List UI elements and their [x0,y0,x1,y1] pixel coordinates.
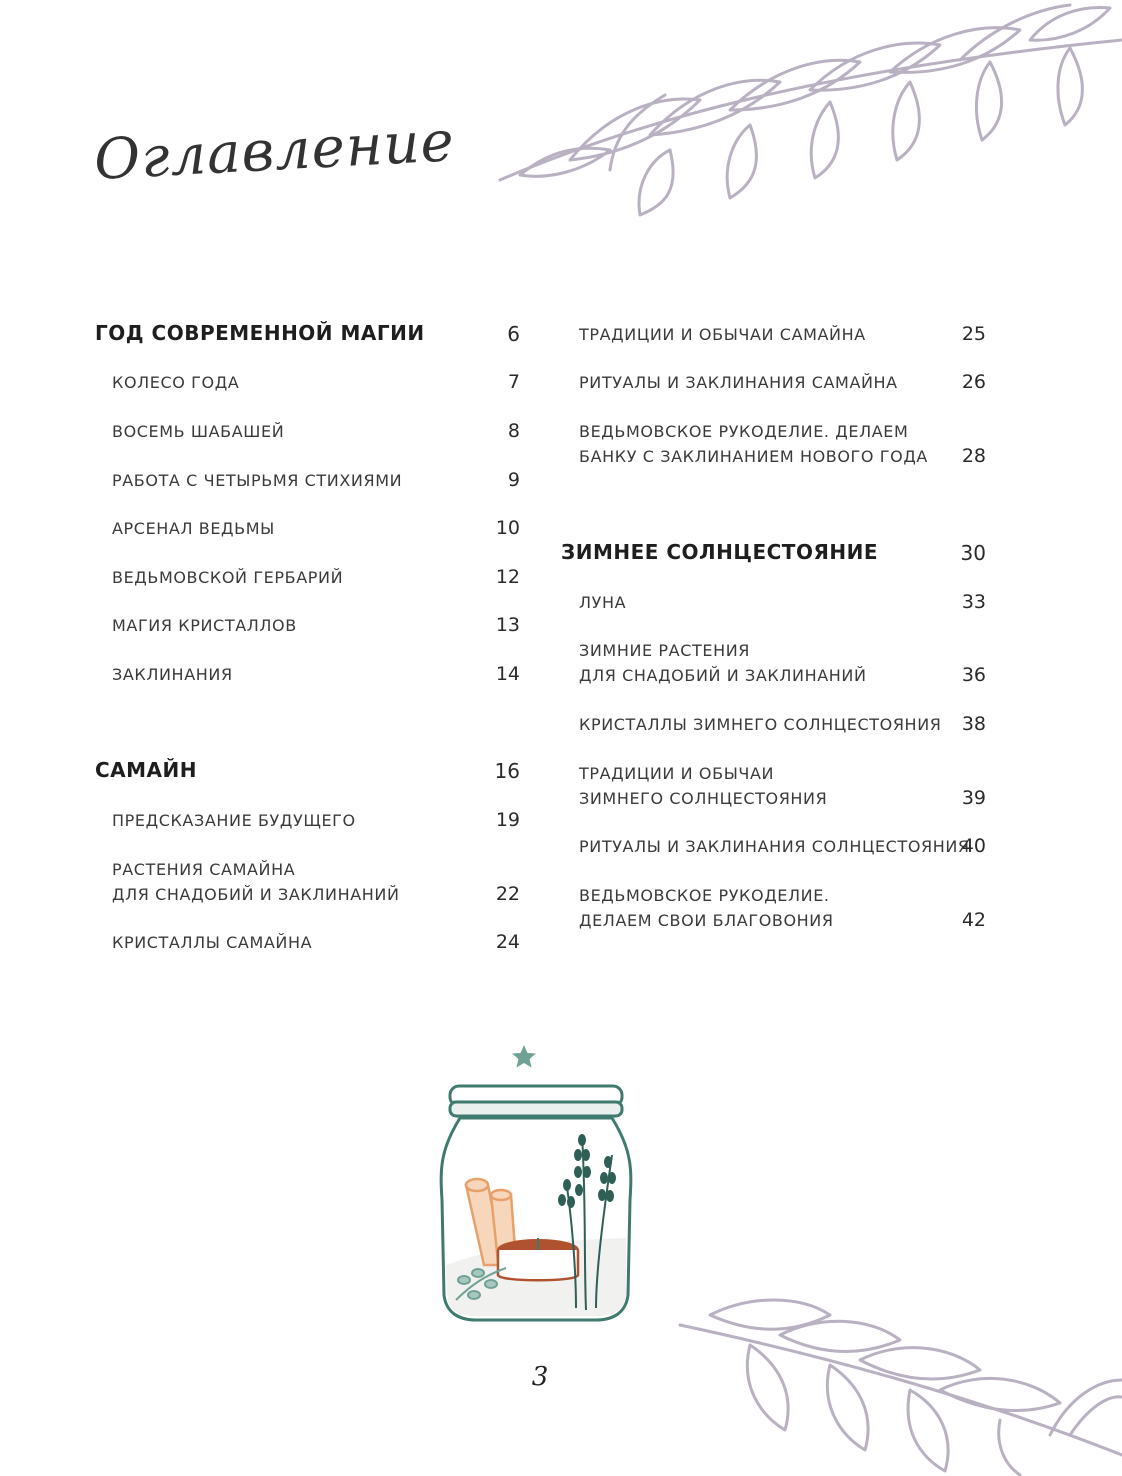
toc-entry[interactable] [112,930,520,955]
toc-page-number: 36 [961,664,986,686]
toc-page-number: 25 [961,323,986,345]
toc-page-number: 39 [961,787,986,809]
leaf-branch-top-icon [490,0,1122,225]
toc-label-line1: ВЕДЬМОВСКОЕ РУКОДЕЛИЕ. ДЕЛАЕМ [579,422,909,441]
toc-label-line2: ДЕЛАЕМ СВОИ БЛАГОВОНИЯ [579,911,834,930]
spell-jar-illustration [436,1040,636,1325]
toc-page-number: 7 [507,371,520,393]
toc-entry[interactable] [112,565,520,590]
toc-page-number: 6 [507,322,520,346]
page-number: 3 [531,1362,549,1392]
toc-label-line1: РАСТЕНИЯ САМАЙНА [112,860,296,879]
toc-label: САМАЙН [95,758,198,782]
toc-label-line2: БАНКУ С ЗАКЛИНАНИЕМ НОВОГО ГОДА [579,447,928,466]
toc-label: КРИСТАЛЛЫ ЗИМНЕГО СОЛНЦЕСТОЯНИЯ [579,715,942,734]
toc-label: КРИСТАЛЛЫ САМАЙНА [112,933,313,952]
toc-entry[interactable] [112,419,520,444]
toc-entry[interactable] [579,761,986,811]
toc-label-line2: ЗИМНЕГО СОЛНЦЕСТОЯНИЯ [579,789,828,808]
candle-icon [498,1238,578,1280]
toc-label: ЛУНА [579,593,627,612]
toc-label-line1: ТРАДИЦИИ И ОБЫЧАИ [579,764,775,783]
toc-entry[interactable] [112,468,520,493]
toc-label-line2: ДЛЯ СНАДОБИЙ И ЗАКЛИНАНИЙ [112,885,400,904]
toc-entry[interactable] [579,638,986,688]
toc-label: РАБОТА С ЧЕТЫРЬМЯ СТИХИЯМИ [112,471,403,490]
toc-page-number: 33 [961,591,986,613]
toc-label: АРСЕНАЛ ВЕДЬМЫ [112,519,275,538]
toc-page-number: 24 [495,931,520,953]
toc-entry[interactable] [112,808,520,833]
toc-label: ЗИМНЕЕ СОЛНЦЕСТОЯНИЕ [561,540,878,564]
toc-page-number: 26 [961,371,986,393]
toc-page-number: 19 [495,809,520,831]
toc-entry[interactable] [112,516,520,541]
toc-label: РИТУАЛЫ И ЗАКЛИНАНИЯ САМАЙНА [579,373,898,392]
toc-entry[interactable] [112,662,520,687]
toc-label-line1: ВЕДЬМОВСКОЕ РУКОДЕЛИЕ. [579,886,830,905]
toc-entry[interactable] [112,370,520,395]
toc-page-number: 8 [507,420,520,442]
toc-heading[interactable] [95,758,520,784]
toc-page-number: 13 [495,614,520,636]
star-icon [512,1045,536,1068]
page-title: Оглавление [92,109,457,193]
toc-label-line1: ЗИМНИЕ РАСТЕНИЯ [579,641,750,660]
toc-label: КОЛЕСО ГОДА [112,373,240,392]
toc-page-number: 22 [495,883,520,905]
toc-label: МАГИЯ КРИСТАЛЛОВ [112,616,297,635]
toc-label: ТРАДИЦИИ И ОБЫЧАИ САМАЙНА [579,325,866,344]
toc-entry[interactable] [579,322,986,347]
toc-entry[interactable] [112,857,520,907]
toc-page-number: 28 [961,445,986,467]
toc-entry[interactable] [579,370,986,395]
toc-page-number: 42 [961,909,986,931]
toc-page-number: 12 [495,566,520,588]
toc-page-number: 38 [961,713,986,735]
toc-label: РИТУАЛЫ И ЗАКЛИНАНИЯ СОЛНЦЕСТОЯНИЯ [579,837,970,856]
toc-entry[interactable] [579,590,986,615]
toc-page-number: 16 [494,759,520,783]
toc-entry[interactable] [579,834,986,859]
toc-label: ЗАКЛИНАНИЯ [112,665,233,684]
toc-entry[interactable] [112,613,520,638]
toc-heading[interactable] [561,540,986,566]
toc-label: ВЕДЬМОВСКОЙ ГЕРБАРИЙ [112,568,344,587]
toc-heading[interactable] [95,321,520,347]
toc-page-number: 30 [960,541,986,565]
toc-label-line2: ДЛЯ СНАДОБИЙ И ЗАКЛИНАНИЙ [579,666,867,685]
toc-page-number: 9 [507,469,520,491]
toc-label: ПРЕДСКАЗАНИЕ БУДУЩЕГО [112,811,356,830]
toc-page-number: 14 [495,663,520,685]
toc-label: ГОД СОВРЕМЕННОЙ МАГИИ [95,321,425,345]
toc-page-number: 40 [961,835,986,857]
toc-entry[interactable] [579,419,986,469]
toc-page-number: 10 [495,517,520,539]
toc-entry[interactable] [579,712,986,737]
toc-entry[interactable] [579,883,986,933]
toc-label: ВОСЕМЬ ШАБАШЕЙ [112,422,285,441]
